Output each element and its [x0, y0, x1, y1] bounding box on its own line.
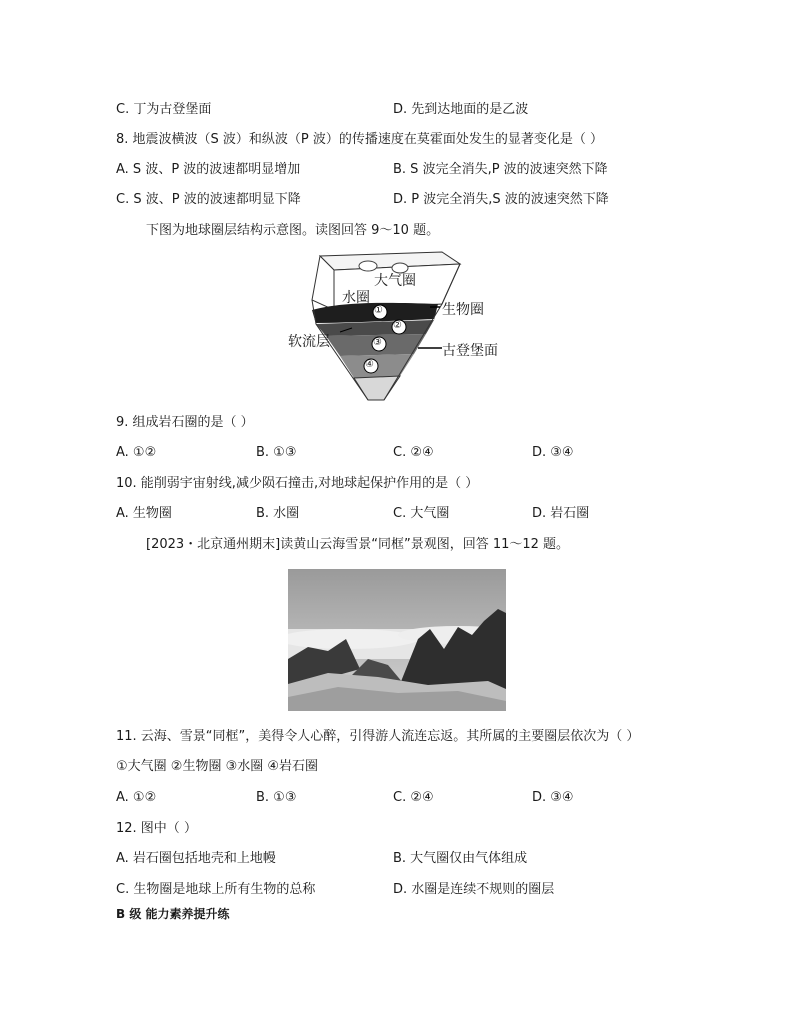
- q9-option-c: C. ②④: [393, 445, 434, 460]
- q11-option-c: C. ②④: [393, 790, 434, 805]
- label-hydrosphere: 水圈: [342, 290, 370, 306]
- q9-stem: 9. 组成岩石圈的是（ ）: [116, 415, 254, 430]
- q11-stem: 11. 云海、雪景“同框”，美得令人心醉，引得游人流连忘返。其所属的主要圈层依次为（ ）: [116, 729, 640, 744]
- earth-sphere-diagram: [282, 248, 498, 406]
- q12-option-a: A. 岩石圈包括地壳和上地幔: [116, 851, 276, 866]
- section-b-heading: B 级 能力素养提升练: [116, 907, 230, 921]
- q12-option-d: D. 水圈是连续不规则的圈层: [393, 882, 555, 897]
- q11-option-a: A. ①②: [116, 790, 157, 805]
- q11-choices: ①大气圈 ②生物圈 ③水圈 ④岩石圈: [116, 759, 319, 774]
- q10-option-b: B. 水圈: [256, 506, 300, 521]
- label-atmosphere: 大气圈: [374, 273, 416, 289]
- q12-option-c: C. 生物圈是地球上所有生物的总称: [116, 882, 316, 897]
- intro-9-10: 下图为地球圈层结构示意图。读图回答 9～10 题。: [146, 223, 440, 238]
- intro-11-12: [2023・北京通州期末]读黄山云海雪景“同框”景观图，回答 11～12 题。: [146, 537, 570, 552]
- q7-option-c: C. 丁为古登堡面: [116, 102, 212, 117]
- q8-option-c: C. S 波、P 波的波速都明显下降: [116, 192, 301, 207]
- q10-option-d: D. 岩石圈: [532, 506, 590, 521]
- q8-option-d: D. P 波完全消失,S 波的波速突然下降: [393, 192, 609, 207]
- q7-option-d: D. 先到达地面的是乙波: [393, 102, 529, 117]
- q10-option-a: A. 生物圈: [116, 506, 172, 521]
- huangshan-landscape-photo: [288, 569, 506, 711]
- q12-option-b: B. 大气圈仅由气体组成: [393, 851, 528, 866]
- q8-option-a: A. S 波、P 波的波速都明显增加: [116, 162, 301, 177]
- marker-1-label: ①: [374, 305, 383, 316]
- q8-option-b: B. S 波完全消失,P 波的波速突然下降: [393, 162, 608, 177]
- q9-option-d: D. ③④: [532, 445, 574, 460]
- marker-4-label: ④: [365, 359, 374, 370]
- label-gutenberg: 古登堡面: [442, 343, 498, 359]
- q10-option-c: C. 大气圈: [393, 506, 450, 521]
- landscape-svg: [288, 569, 506, 711]
- q12-stem: 12. 图中（ ）: [116, 821, 197, 836]
- label-asthenosphere: 软流层: [288, 334, 330, 350]
- q11-option-b: B. ①③: [256, 790, 297, 805]
- marker-3-label: ③: [373, 337, 382, 348]
- q11-option-d: D. ③④: [532, 790, 574, 805]
- q8-stem: 8. 地震波横波（S 波）和纵波（P 波）的传播速度在莫霍面处发生的显著变化是（ ）: [116, 132, 604, 147]
- q9-option-a: A. ①②: [116, 445, 157, 460]
- q9-option-b: B. ①③: [256, 445, 297, 460]
- q10-stem: 10. 能削弱宇宙射线,减少陨石撞击,对地球起保护作用的是（ ）: [116, 476, 479, 491]
- marker-2-label: ②: [393, 320, 402, 331]
- label-biosphere: 生物圈: [442, 302, 484, 318]
